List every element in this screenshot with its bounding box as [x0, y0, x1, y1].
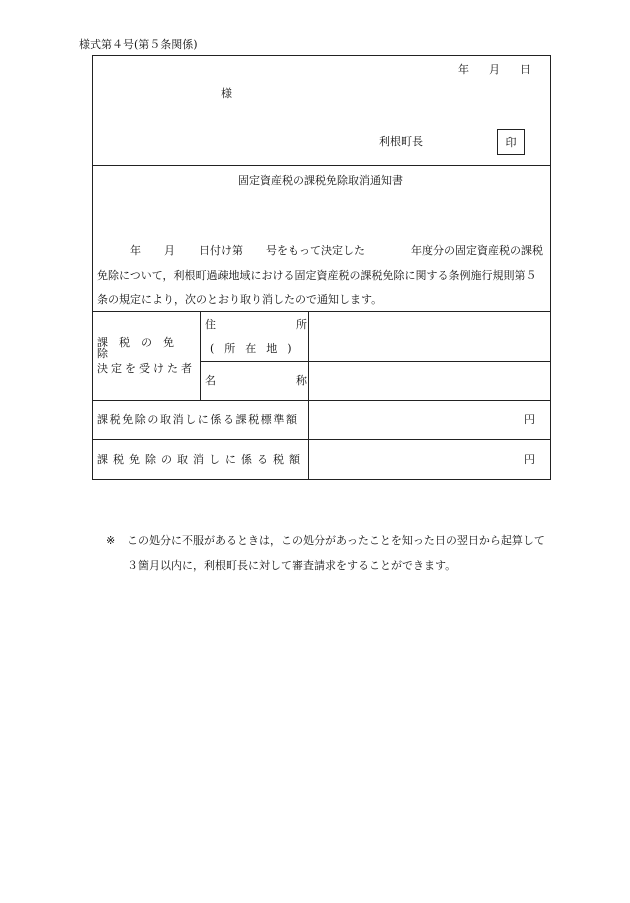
tax-amount-yen: 円	[524, 453, 535, 466]
body-dated: 日付け第	[199, 244, 243, 257]
issuer-name: 利根町長	[379, 135, 423, 148]
document-title: 固定資産税の課税免除取消通知書	[238, 174, 403, 187]
tax-amount-label: 課税免除の取消しに係る税額	[97, 453, 305, 466]
recipient-label-1-text: 課税の免除	[97, 336, 185, 360]
body-fiscal-year: 年度分の固定資産税の課税	[411, 244, 543, 257]
body-decided: 号をもって決定した	[266, 244, 365, 257]
body-line-2: 免除について，利根町過疎地域における固定資産税の課税免除に関する条例施行規則第５	[97, 269, 537, 282]
body-year: 年	[130, 244, 141, 257]
body-line-3: 条の規定により，次のとおり取り消したので通知します。	[97, 293, 383, 306]
standard-amount-yen: 円	[524, 413, 535, 426]
name-label	[205, 375, 387, 386]
body-month: 月	[164, 244, 175, 257]
note-line-1: この処分に不服があるときは，この処分があったことを知った日の翌日から起算して	[127, 534, 545, 547]
note-mark: ※	[106, 534, 116, 547]
address-label-text: 住所	[205, 318, 387, 331]
recipient-label-2: 決定を受けた者	[97, 362, 195, 375]
seal-box	[497, 129, 525, 155]
date-month: 月	[489, 63, 500, 76]
addressee-suffix: 様	[221, 87, 232, 100]
name-label-text: 名称	[205, 374, 387, 387]
address-label	[205, 319, 387, 330]
recipient-label-1	[97, 337, 196, 359]
form-number: 様式第４号(第５条関係)	[79, 38, 198, 51]
date-year: 年	[458, 63, 469, 76]
date-day: 日	[520, 63, 531, 76]
standard-amount-label: 課税免除の取消しに係る課税標準額	[97, 413, 299, 426]
seal-label: 印	[505, 136, 517, 149]
location-label: (所在地)	[210, 342, 302, 355]
note-line-2: ３箇月以内に，利根町長に対して審査請求をすることができます。	[127, 559, 457, 572]
